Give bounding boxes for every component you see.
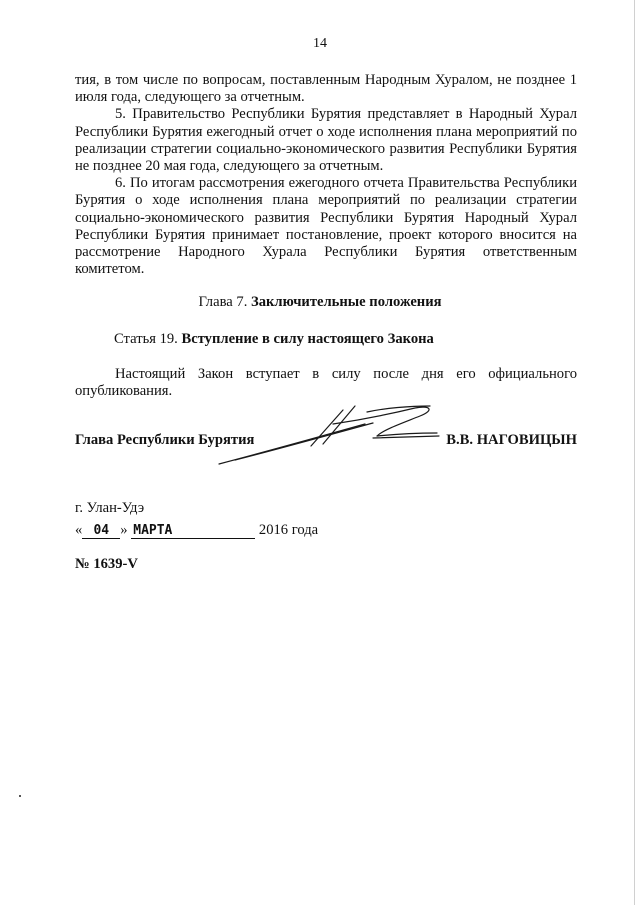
- article-title: Вступление в силу настоящего Закона: [181, 331, 434, 347]
- law-number: № 1639-V: [75, 556, 138, 572]
- paragraph-item-6: 6. По итогам рассмотрения ежегодного отчета Правительства Республики Бурятия о ходе исполнения плана мероприятий по реализации стратегии социально-экономического развития Республики Бурятия Народный Хурал Республики Бурятия принимает постановление, проект которого вносится на рассмотрение Народного Хурала Республики Бурятия ответственным комитетом.: [75, 175, 577, 278]
- body-text: [75, 72, 577, 278]
- date-close-quote: »: [120, 522, 128, 538]
- page-number: 14: [313, 36, 327, 51]
- article-prefix: Статья 19.: [114, 331, 178, 347]
- signatory-name: В.В. НАГОВИЦЫН: [446, 432, 577, 448]
- handwritten-signature: [215, 400, 445, 475]
- date-open-quote: «: [75, 522, 83, 538]
- page-edge-line: [634, 0, 635, 905]
- chapter-title: Заключительные положения: [251, 294, 442, 310]
- date-day: 04: [82, 523, 120, 539]
- paragraph-item-5: 5. Правительство Республики Бурятия представляет в Народный Хурал Республики Бурятия ежегодный отчет о ходе исполнения плана мероприятий по реализации стратегии социально-экономического развития Республики Бурятия не позднее 20 мая года, следующего за отчетным.: [75, 106, 577, 175]
- date-month: МАРТА: [131, 523, 255, 539]
- chapter-prefix: Глава 7.: [198, 294, 248, 310]
- article-heading: [114, 331, 434, 348]
- paragraph-continuation: тия, в том числе по вопросам, поставленным Народным Хуралом, не позднее 1 июля года, следующего за отчетным.: [75, 72, 577, 106]
- date-year: 2016 года: [258, 522, 319, 538]
- signing-date: [75, 522, 318, 539]
- place-of-signing: г. Улан-Удэ: [75, 500, 145, 516]
- scan-speck: [19, 795, 21, 797]
- chapter-heading: [0, 294, 640, 311]
- enactment-paragraph: Настоящий Закон вступает в силу после дня его официального опубликования.: [75, 366, 577, 400]
- signatory-title: Глава Республики Бурятия: [75, 432, 255, 448]
